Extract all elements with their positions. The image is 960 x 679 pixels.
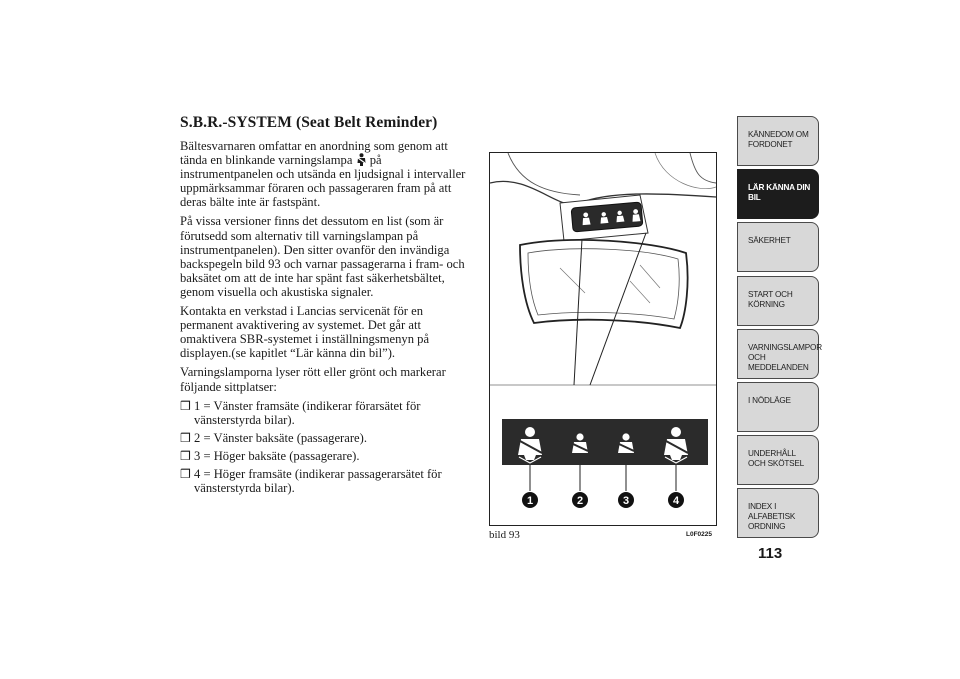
figure-93 bbox=[489, 152, 717, 526]
tab-chapter-6[interactable]: I NÖDLÄGE bbox=[737, 382, 819, 432]
tab-chapter-4[interactable]: START OCH KÖRNING bbox=[737, 276, 819, 326]
seat-list bbox=[180, 399, 470, 496]
tab-chapter-3[interactable]: SÄKERHET bbox=[737, 222, 819, 272]
callout-2: 2 bbox=[576, 495, 584, 507]
page-title: S.B.R.-SYSTEM (Seat Belt Reminder) bbox=[180, 114, 438, 131]
list-item bbox=[180, 399, 470, 427]
paragraph-4: Varningslamporna lyser rött eller grönt och markerar följande sittplatser: bbox=[180, 365, 446, 394]
tab-chapter-1[interactable]: KÄNNEDOM OM FORDONET bbox=[737, 116, 819, 166]
checkbox-bullet-icon: ❒ bbox=[180, 448, 191, 463]
paragraph-3: Kontakta en verkstad i Lancias servicenät för en permanent avaktivering av systemet. Det går att omaktivera SBR-systemet i inställningsmenyn på displayen.(se kapitlet “Lär känna din bil”). bbox=[180, 304, 430, 361]
paragraph-2: På vissa versioner finns det dessutom en list (som är förutsedd som alternativ till varningslampan på instrumentpanelen). Den sitter ovanför den invändiga backspegeln bild 93 och varnar passagerarna i fram- och baksätet om att de inte har spänt fast säkerhetsbältet, genom visuella och akustiska signaler. bbox=[180, 214, 465, 299]
callout-1: 1 bbox=[526, 495, 534, 507]
figure-illustration bbox=[490, 153, 716, 525]
checkbox-bullet-icon: ❒ bbox=[180, 466, 191, 481]
tab-chapter-8[interactable]: INDEX I ALFABETISK ORDNING bbox=[737, 488, 819, 538]
callout-3: 3 bbox=[622, 495, 630, 507]
tab-chapter-7[interactable]: UNDERHÅLL OCH SKÖTSEL bbox=[737, 435, 819, 485]
list-item-text: 3 = Höger baksäte (passagerare). bbox=[194, 448, 360, 463]
list-item bbox=[180, 467, 470, 495]
body-text bbox=[180, 139, 470, 499]
tab-chapter-2[interactable]: LÄR KÄNNA DIN BIL bbox=[737, 169, 819, 219]
list-item bbox=[180, 431, 470, 445]
tab-chapter-5[interactable]: VARNINGSLAMPOR OCH MEDDELANDEN bbox=[737, 329, 819, 379]
figure-caption: bild 93 bbox=[489, 529, 520, 541]
page-number: 113 bbox=[758, 545, 783, 562]
list-item-text: 2 = Vänster baksäte (passagerare). bbox=[194, 430, 367, 445]
list-item bbox=[180, 449, 470, 463]
list-item-text: 1 = Vänster framsäte (indikerar förarsätet för vänsterstyrda bilar). bbox=[194, 398, 421, 427]
seatbelt-warning-icon bbox=[356, 153, 367, 166]
paragraph-1: Bältesvarnaren omfattar en anordning som genom att tända en blinkande varningslampa på instrumentpanelen och utsända en ljudsignal i intervaller uppmärksammar föraren och passageraren fram på att deras bälte inte är fastspänt. bbox=[180, 139, 466, 210]
figure-code: L0F0225 bbox=[686, 531, 713, 538]
checkbox-bullet-icon: ❒ bbox=[180, 398, 191, 413]
list-item-text: 4 = Höger framsäte (indikerar passagerarsätet för vänsterstyrda bilar). bbox=[194, 466, 442, 496]
checkbox-bullet-icon: ❒ bbox=[180, 430, 191, 445]
callout-4: 4 bbox=[672, 495, 680, 507]
